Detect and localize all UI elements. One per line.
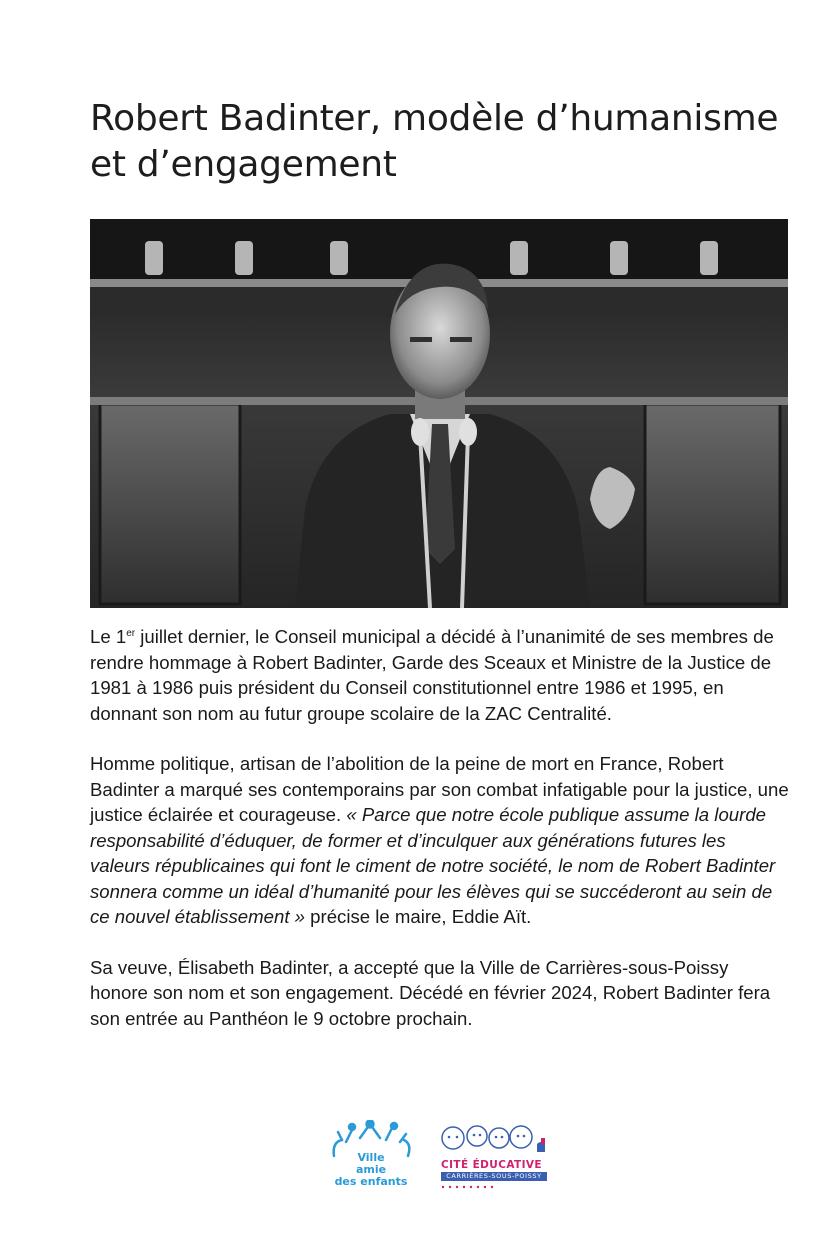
- paragraph-3: Sa veuve, Élisabeth Badinter, a accepté que la Ville de Carrières-sous-Poissy honore son nom et son engagement. Décédé en février 2024, Robert Badinter fera son entrée au Panthéon le 9 octobre prochain.: [90, 956, 771, 1029]
- article-title: Robert Badinter, modèle d’humanisme et d’engagement: [90, 98, 779, 185]
- cite-educative-title: CITÉ ÉDUCATIVE: [441, 1159, 543, 1171]
- paragraph-1: [90, 624, 790, 726]
- p1-start: Le 1: [90, 626, 127, 647]
- children-faces-icon: [437, 1122, 552, 1158]
- paragraph-2: [90, 751, 790, 930]
- ville-amie-des-enfants-logo: [326, 1120, 416, 1196]
- cite-educative-logo: [437, 1122, 552, 1194]
- article-photo: [90, 219, 788, 608]
- ville-amie-line2: amie: [355, 1163, 387, 1176]
- article-body: [90, 624, 790, 1056]
- dotted-line-icon: [441, 1184, 501, 1190]
- mayor-quote: « Parce que notre école publique assume la lourde responsabilité d’éduquer, de former et d’inculquer aux générations futures les valeurs républicaines qui font le ciment de notre société, le nom de Robert Badinter sonnera comme un idéal d’humanité pour les élèves qui se succéderont au sein de ce nouvel établissement »: [90, 804, 776, 927]
- partner-logos: [0, 1120, 832, 1200]
- p1-rest: juillet dernier, le Conseil municipal a décidé à l’unanimité de ses membres de rendre hommage à Robert Badinter, Garde des Sceaux et Ministre de la Justice de 1981 à 1986 puis président du Conseil constitutionnel entre 1986 et 1995, en donnant son nom au futur groupe scolaire de la ZAC Centralité.: [90, 626, 774, 724]
- p2-attribution: précise le maire, Eddie Aït.: [305, 906, 532, 927]
- ville-amie-line1: Ville: [357, 1151, 385, 1164]
- ville-amie-line3: des enfants: [334, 1175, 408, 1188]
- ordinal-superscript: er: [126, 628, 136, 639]
- p2-text: Homme politique, artisan de l’abolition de la peine de mort en France, Robert Badinter a marqué ses contemporains par son combat infatigable pour la justice, une justice éclairée et courageuse.: [90, 753, 789, 825]
- cite-educative-subtitle: CARRIÈRES-SOUS-POISSY: [441, 1172, 547, 1181]
